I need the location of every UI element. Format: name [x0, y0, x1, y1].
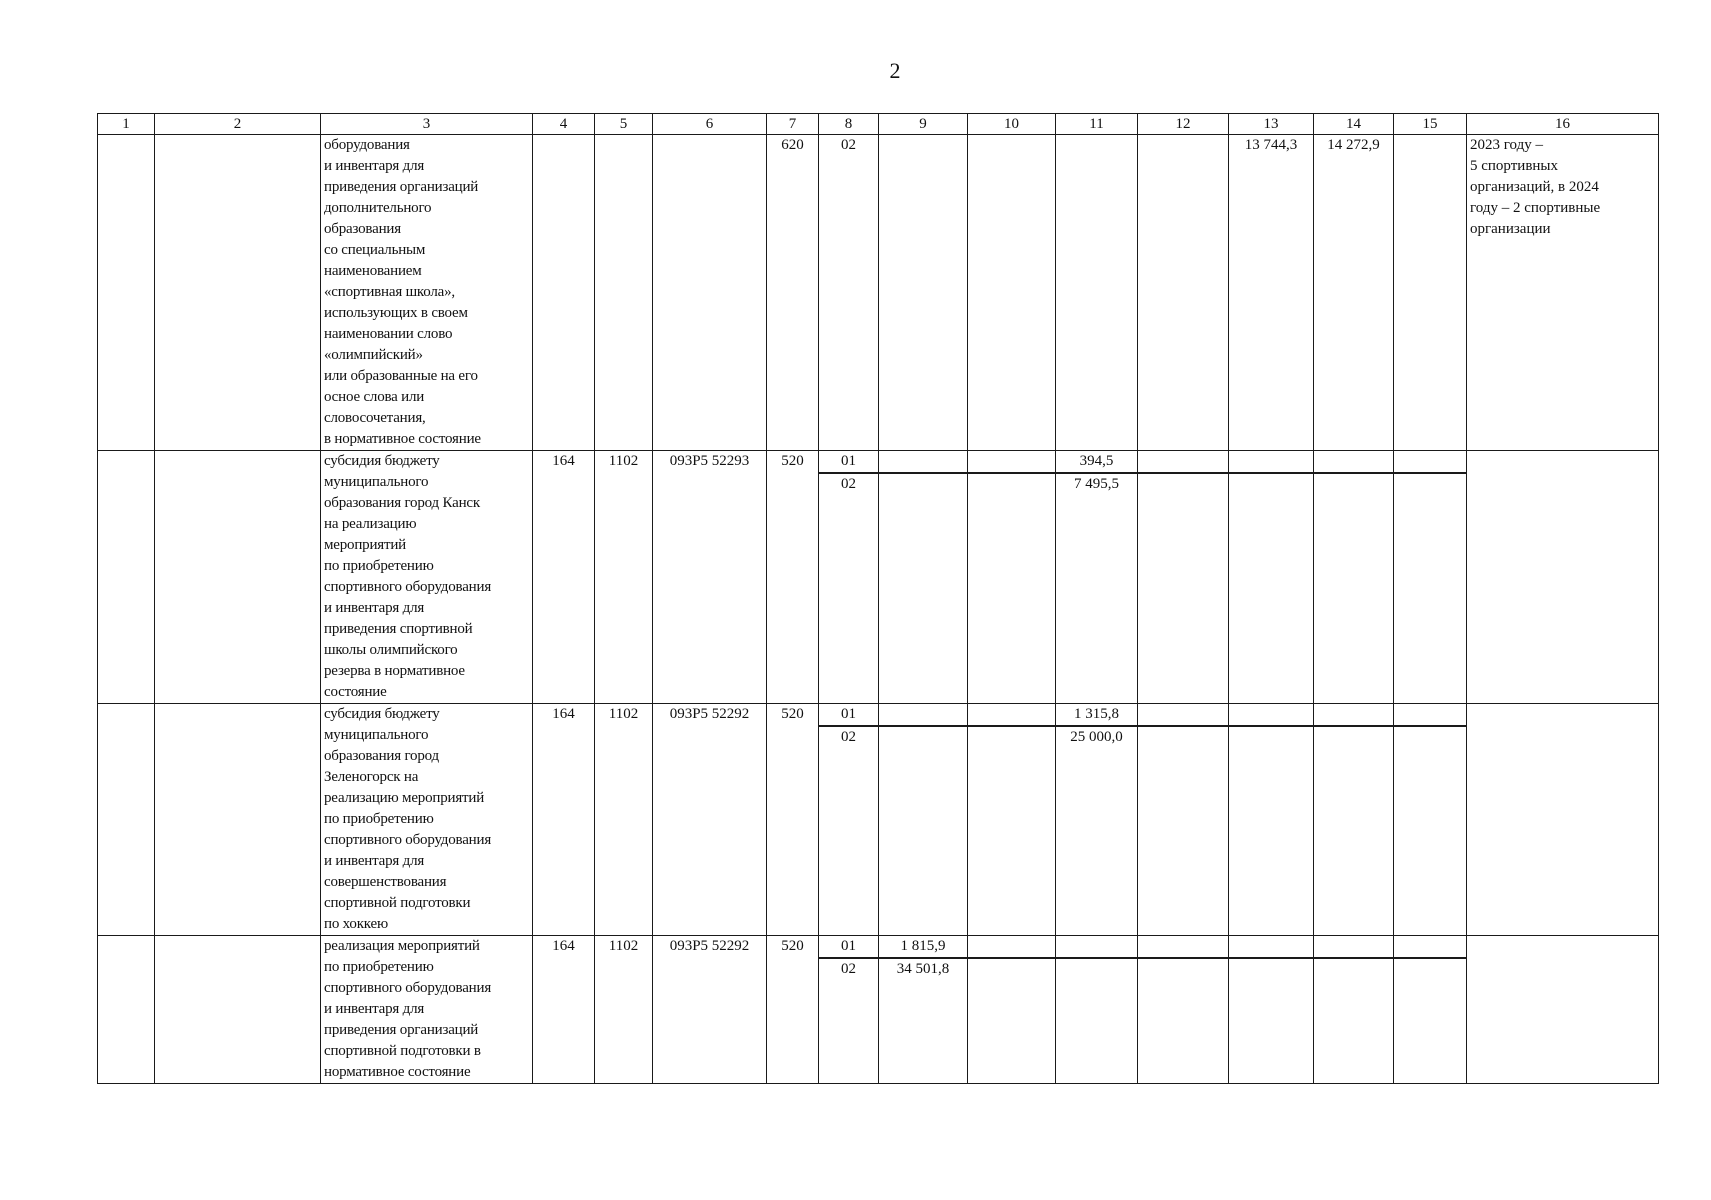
amount-value — [1394, 451, 1466, 473]
cell-c12 — [1138, 704, 1229, 936]
budget-table — [97, 113, 1659, 1084]
column-number: 16 — [1467, 114, 1659, 135]
table-row — [98, 936, 1659, 1084]
amount-value — [968, 451, 1055, 473]
cell-grbs-code: 164 — [533, 936, 595, 1084]
cell-c10 — [968, 936, 1056, 1084]
cell-grbs-code — [533, 135, 595, 451]
amount-value — [1138, 451, 1228, 473]
cell-target-article: 093Р5 52292 — [653, 704, 767, 936]
amount-value — [968, 958, 1055, 980]
column-number: 9 — [879, 114, 968, 135]
cell-c8 — [819, 135, 879, 451]
cell-c11 — [1056, 135, 1138, 451]
amount-value — [879, 135, 967, 156]
row-description: субсидия бюджету муниципального образования город Канск на реализацию мероприятий по приобретению спортивного оборудования и инвентаря для приведения спортивной школы олимпийского резерва в нормативное состояние — [321, 451, 533, 704]
amount-value — [879, 451, 967, 473]
cell-c14 — [1314, 451, 1394, 704]
cell-expense-type: 520 — [767, 936, 819, 1084]
amount-value — [1229, 726, 1313, 748]
cell-c9 — [879, 451, 968, 704]
page-number: 2 — [889, 58, 901, 83]
column-number: 5 — [595, 114, 653, 135]
column-number: 6 — [653, 114, 767, 135]
amount-value — [968, 473, 1055, 495]
cell-expense-type: 520 — [767, 704, 819, 936]
cell-col-1 — [98, 936, 155, 1084]
cell-c10 — [968, 704, 1056, 936]
cell-section-code — [595, 135, 653, 451]
amount-value — [1314, 704, 1393, 726]
amount-value — [1138, 704, 1228, 726]
table-row — [98, 135, 1659, 451]
cell-c13 — [1229, 451, 1314, 704]
column-number: 11 — [1056, 114, 1138, 135]
funding-source-code: 02 — [819, 473, 878, 495]
column-number: 1 — [98, 114, 155, 135]
cell-c10 — [968, 135, 1056, 451]
funding-source-code: 02 — [819, 958, 878, 980]
amount-value: 1 815,9 — [879, 936, 967, 958]
row-description: оборудования и инвентаря для приведения организаций дополнительного образования со специальным наименованием «спортивная школа», использующих в своем наименовании слово «олимпийский» или образованные на его осное слова или словосочетания, в нормативное состояние — [321, 135, 533, 451]
funding-source-code: 02 — [819, 726, 878, 748]
amount-value: 7 495,5 — [1056, 473, 1137, 495]
cell-target-article: 093Р5 52293 — [653, 451, 767, 704]
amount-value — [879, 473, 967, 495]
amount-value — [1394, 726, 1466, 748]
cell-c10 — [968, 451, 1056, 704]
column-number-row — [98, 114, 1659, 135]
cell-expense-type: 520 — [767, 451, 819, 704]
cell-c8 — [819, 936, 879, 1084]
amount-value — [1056, 936, 1137, 958]
funding-source-code: 01 — [819, 451, 878, 473]
amount-value — [968, 704, 1055, 726]
cell-target-article — [653, 135, 767, 451]
amount-value — [968, 726, 1055, 748]
cell-c11 — [1056, 936, 1138, 1084]
column-number: 10 — [968, 114, 1056, 135]
cell-c12 — [1138, 135, 1229, 451]
amount-value — [1394, 958, 1466, 980]
cell-c12 — [1138, 936, 1229, 1084]
cell-c8 — [819, 704, 879, 936]
row-expected-result: 2023 году – 5 спортивных организаций, в 2024 году – 2 спортивные организации — [1467, 135, 1659, 451]
cell-grbs-code: 164 — [533, 704, 595, 936]
row-expected-result — [1467, 936, 1659, 1084]
amount-value — [1138, 473, 1228, 495]
column-number: 13 — [1229, 114, 1314, 135]
cell-col-2 — [155, 936, 321, 1084]
column-number: 7 — [767, 114, 819, 135]
amount-value: 14 272,9 — [1327, 137, 1380, 153]
amount-value — [1229, 473, 1313, 495]
cell-target-article: 093Р5 52292 — [653, 936, 767, 1084]
cell-c15 — [1394, 451, 1467, 704]
cell-c14 — [1314, 936, 1394, 1084]
amount-value — [1314, 726, 1393, 748]
cell-c15 — [1394, 704, 1467, 936]
amount-value — [1394, 936, 1466, 958]
cell-col-1 — [98, 704, 155, 936]
column-number: 15 — [1394, 114, 1467, 135]
cell-c8 — [819, 451, 879, 704]
cell-col-1 — [98, 451, 155, 704]
amount-value — [1138, 726, 1228, 748]
amount-value — [1056, 958, 1137, 980]
cell-col-2 — [155, 135, 321, 451]
amount-value — [1138, 936, 1228, 958]
cell-c11 — [1056, 704, 1138, 936]
amount-value: 394,5 — [1056, 451, 1137, 473]
amount-value — [1229, 936, 1313, 958]
amount-value — [1138, 135, 1228, 156]
cell-c13 — [1229, 936, 1314, 1084]
cell-col-2 — [155, 704, 321, 936]
row-expected-result — [1467, 451, 1659, 704]
amount-value — [1394, 473, 1466, 495]
amount-value — [968, 135, 1055, 156]
cell-section-code: 1102 — [595, 704, 653, 936]
row-expected-result — [1467, 704, 1659, 936]
cell-c13 — [1229, 135, 1314, 451]
amount-value — [1314, 473, 1393, 495]
column-number: 12 — [1138, 114, 1229, 135]
cell-col-1 — [98, 135, 155, 451]
cell-col-2 — [155, 451, 321, 704]
row-description: реализация мероприятий по приобретению спортивного оборудования и инвентаря для приведения организаций спортивной подготовки в нормативное состояние — [321, 936, 533, 1084]
cell-grbs-code: 164 — [533, 451, 595, 704]
column-number: 2 — [155, 114, 321, 135]
cell-expense-type: 620 — [767, 135, 819, 451]
amount-value: 13 744,3 — [1244, 137, 1298, 153]
amount-value: 25 000,0 — [1056, 726, 1137, 748]
column-number: 8 — [819, 114, 879, 135]
amount-value — [1056, 135, 1137, 156]
cell-c11 — [1056, 451, 1138, 704]
amount-value: 34 501,8 — [879, 958, 967, 980]
cell-c13 — [1229, 704, 1314, 936]
amount-value — [968, 936, 1055, 958]
amount-value — [1229, 704, 1313, 726]
amount-value — [1138, 958, 1228, 980]
cell-c14 — [1314, 135, 1394, 451]
amount-value — [1314, 936, 1393, 958]
cell-c15 — [1394, 135, 1467, 451]
funding-source-code: 01 — [819, 936, 878, 958]
funding-source-code: 02 — [841, 137, 856, 153]
amount-value: 1 315,8 — [1056, 704, 1137, 726]
column-number: 3 — [321, 114, 533, 135]
column-number: 14 — [1314, 114, 1394, 135]
cell-section-code: 1102 — [595, 936, 653, 1084]
row-description: субсидия бюджету муниципального образования город Зеленогорск на реализацию мероприятий по приобретению спортивного оборудования и инвентаря для совершенствования спортивной подготовки по хоккею — [321, 704, 533, 936]
cell-c15 — [1394, 936, 1467, 1084]
cell-c9 — [879, 135, 968, 451]
amount-value — [1229, 451, 1313, 473]
table-row — [98, 451, 1659, 704]
amount-value — [879, 726, 967, 748]
cell-section-code: 1102 — [595, 451, 653, 704]
amount-value — [879, 704, 967, 726]
amount-value — [1314, 451, 1393, 473]
funding-source-code: 01 — [819, 704, 878, 726]
table-body — [98, 114, 1659, 1084]
cell-c9 — [879, 936, 968, 1084]
amount-value — [1394, 704, 1466, 726]
column-number: 4 — [533, 114, 595, 135]
cell-c9 — [879, 704, 968, 936]
amount-value — [1229, 958, 1313, 980]
table-row — [98, 704, 1659, 936]
cell-c14 — [1314, 704, 1394, 936]
cell-c12 — [1138, 451, 1229, 704]
amount-value — [1314, 958, 1393, 980]
amount-value — [1394, 135, 1466, 156]
